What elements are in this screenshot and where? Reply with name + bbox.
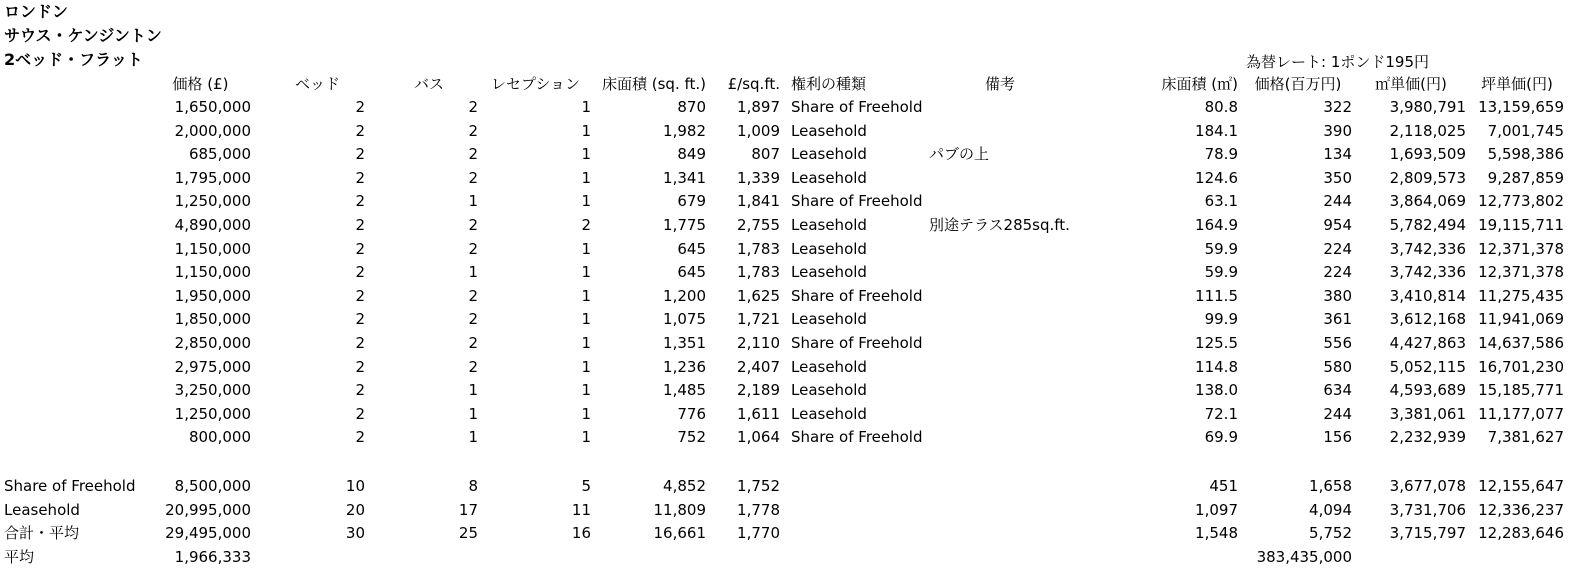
summary-price: 8,500,000 [174,477,251,495]
table-row [0,379,1588,402]
cell-price: 1,250,000 [174,192,251,211]
heading-type: 2ベッド・フラット [4,50,143,69]
cell-reception: 1 [581,239,591,258]
cell-bed: 2 [355,239,365,258]
cell-floor-m2: 78.9 [1204,145,1238,164]
cell-bed: 2 [355,357,365,376]
cell-floor-sqft: 645 [677,263,706,282]
cell-bath: 2 [468,310,478,329]
cell-price-million-yen: 322 [1323,98,1352,116]
cell-floor-sqft: 1,485 [663,381,706,400]
cell-per-m2: 3,612,168 [1389,310,1466,329]
cell-bath: 1 [468,428,478,447]
col-tenure: 権利の種類 [791,75,867,93]
summary-price-million-yen: 5,752 [1309,524,1352,543]
summary-reception: 11 [571,500,591,519]
cell-floor-sqft: 1,236 [663,357,706,376]
cell-per-tsubo: 7,001,745 [1487,121,1564,140]
table-row [0,285,1588,308]
cell-floor-m2: 111.5 [1195,286,1238,305]
summary-per-tsubo: 12,155,647 [1478,477,1564,495]
cell-per-sqft: 1,339 [737,168,780,187]
col-reception: レセプション [490,75,581,93]
summary-price-million-yen: 4,094 [1309,500,1352,519]
cell-per-sqft: 1,841 [737,192,780,211]
cell-price-million-yen: 556 [1323,334,1352,352]
average-label: 平均 [4,548,35,566]
summary-label: Leasehold [4,500,80,519]
cell-price-million-yen: 580 [1323,357,1352,376]
summary-per-tsubo: 12,336,237 [1478,500,1564,519]
col-floor-m2: 床面積 (㎡) [1161,75,1238,93]
summary-per-sqft: 1,770 [737,524,780,543]
cell-reception: 1 [581,121,591,140]
cell-reception: 1 [581,357,591,376]
cell-reception: 1 [581,98,591,116]
cell-bath: 2 [468,145,478,164]
summary-floor-m2: 1,097 [1195,500,1238,519]
cell-bath: 2 [468,98,478,116]
cell-per-m2: 1,693,509 [1389,145,1466,164]
cell-bed: 2 [355,404,365,423]
col-per-tsubo: 坪単価(円) [1481,75,1553,93]
summary-per-sqft: 1,752 [737,477,780,495]
summary-row [0,499,1588,522]
cell-floor-sqft: 645 [677,239,706,258]
cell-bed: 2 [355,168,365,187]
cell-reception: 1 [581,168,591,187]
table-row [0,96,1588,119]
cell-per-tsubo: 11,941,069 [1478,310,1564,329]
summary-label: 合計・平均 [4,524,80,543]
cell-per-sqft: 1,064 [737,428,780,447]
cell-floor-m2: 63.1 [1204,192,1238,211]
cell-bed: 2 [355,286,365,305]
cell-per-sqft: 1,783 [737,239,780,258]
cell-per-tsubo: 19,115,711 [1478,216,1564,234]
cell-price: 1,850,000 [174,310,251,329]
cell-tenure: Share of Freehold [791,286,923,305]
cell-per-m2: 3,742,336 [1389,263,1466,282]
summary-per-m2: 3,731,706 [1389,500,1466,519]
cell-bath: 2 [468,334,478,352]
cell-bed: 2 [355,334,365,352]
cell-per-tsubo: 11,275,435 [1478,286,1564,305]
cell-per-m2: 3,742,336 [1389,239,1466,258]
cell-floor-m2: 164.9 [1195,216,1238,234]
cell-tenure: Leasehold [791,404,867,423]
cell-tenure: Leasehold [791,381,867,400]
cell-price-million-yen: 134 [1323,145,1352,164]
table-row [0,190,1588,213]
cell-floor-sqft: 752 [677,428,706,447]
cell-floor-sqft: 679 [677,192,706,211]
cell-reception: 1 [581,428,591,447]
cell-bath: 1 [468,381,478,400]
col-notes: 備考 [984,75,1015,93]
cell-price: 1,650,000 [174,98,251,116]
cell-tenure: Leasehold [791,121,867,140]
cell-per-m2: 3,864,069 [1389,192,1466,211]
table-row [0,120,1588,143]
cell-per-m2: 2,118,025 [1389,121,1466,140]
cell-reception: 1 [581,192,591,211]
cell-floor-sqft: 1,351 [663,334,706,352]
cell-per-m2: 3,410,814 [1389,286,1466,305]
cell-floor-m2: 125.5 [1195,334,1238,352]
average-price: 1,966,333 [174,548,251,566]
table-row [0,403,1588,426]
summary-floor-m2: 1,548 [1195,524,1238,543]
summary-row [0,475,1588,498]
summary-floor-sqft: 16,661 [653,524,706,543]
cell-reception: 1 [581,310,591,329]
average-row [0,546,1588,569]
table-row [0,167,1588,190]
cell-note: パブの上 [929,145,990,164]
summary-floor-m2: 451 [1209,477,1238,495]
cell-per-tsubo: 5,598,386 [1487,145,1564,164]
cell-tenure: Share of Freehold [791,334,923,352]
cell-price-million-yen: 224 [1323,239,1352,258]
cell-per-sqft: 1,721 [737,310,780,329]
cell-tenure: Leasehold [791,357,867,376]
cell-floor-sqft: 870 [677,98,706,116]
cell-price: 4,890,000 [174,216,251,234]
cell-per-sqft: 2,407 [737,357,780,376]
cell-per-m2: 3,381,061 [1389,404,1466,423]
cell-price-million-yen: 224 [1323,263,1352,282]
cell-per-sqft: 1,611 [737,404,780,423]
cell-per-tsubo: 13,159,659 [1478,98,1564,116]
cell-floor-m2: 72.1 [1204,404,1238,423]
cell-per-tsubo: 16,701,230 [1478,357,1564,376]
cell-floor-m2: 69.9 [1204,428,1238,447]
cell-per-sqft: 2,189 [737,381,780,400]
header-row [0,73,1588,96]
cell-price-million-yen: 350 [1323,168,1352,187]
cell-price-million-yen: 954 [1323,216,1352,234]
cell-price-million-yen: 634 [1323,381,1352,400]
col-floor-sqft: 床面積 (sq. ft.) [601,75,706,93]
table-row [0,308,1588,331]
cell-floor-sqft: 1,075 [663,310,706,329]
cell-price-million-yen: 244 [1323,404,1352,423]
heading-area: サウス・ケンジントン [4,26,162,45]
cell-price: 2,000,000 [174,121,251,140]
cell-price-million-yen: 361 [1323,310,1352,329]
cell-bed: 2 [355,98,365,116]
cell-floor-m2: 184.1 [1195,121,1238,140]
cell-per-m2: 2,232,939 [1389,428,1466,447]
heading-city: ロンドン [4,2,69,21]
summary-floor-sqft: 11,809 [653,500,706,519]
cell-floor-m2: 124.6 [1195,168,1238,187]
cell-reception: 1 [581,334,591,352]
summary-per-m2: 3,715,797 [1389,524,1466,543]
cell-per-m2: 3,980,791 [1389,98,1466,116]
cell-bath: 2 [468,121,478,140]
summary-reception: 16 [571,524,591,543]
cell-note: 別途テラス285sq.ft. [929,216,1070,234]
summary-price: 29,495,000 [165,524,251,543]
cell-tenure: Leasehold [791,310,867,329]
cell-per-tsubo: 9,287,859 [1487,168,1564,187]
cell-floor-m2: 99.9 [1204,310,1238,329]
table-row [0,356,1588,379]
cell-price: 2,850,000 [174,334,251,352]
cell-price-million-yen: 244 [1323,192,1352,211]
cell-per-m2: 4,427,863 [1389,334,1466,352]
cell-floor-m2: 114.8 [1195,357,1238,376]
cell-reception: 1 [581,263,591,282]
cell-tenure: Leasehold [791,263,867,282]
cell-reception: 2 [581,216,591,234]
cell-bath: 1 [468,192,478,211]
summary-bed: 20 [345,500,365,519]
cell-reception: 1 [581,286,591,305]
table-row [0,426,1588,449]
cell-bed: 2 [355,145,365,164]
col-price: 価格 (£) [172,75,229,93]
summary-row [0,522,1588,545]
cell-bed: 2 [355,381,365,400]
cell-reception: 1 [581,404,591,423]
cell-bath: 2 [468,168,478,187]
summary-bed: 30 [345,524,365,543]
cell-price-million-yen: 380 [1323,286,1352,305]
cell-tenure: Leasehold [791,216,867,234]
cell-price: 3,250,000 [174,381,251,400]
cell-bed: 2 [355,428,365,447]
cell-floor-sqft: 1,982 [663,121,706,140]
cell-floor-m2: 59.9 [1204,239,1238,258]
cell-per-sqft: 1,009 [737,121,780,140]
cell-bed: 2 [355,216,365,234]
table-row [0,332,1588,355]
cell-bath: 2 [468,357,478,376]
summary-price-million-yen: 1,658 [1309,477,1352,495]
cell-per-sqft: 1,625 [737,286,780,305]
cell-price: 2,975,000 [174,357,251,376]
table-row [0,238,1588,261]
cell-floor-sqft: 1,341 [663,168,706,187]
summary-per-sqft: 1,778 [737,500,780,519]
cell-tenure: Share of Freehold [791,98,923,116]
cell-floor-m2: 59.9 [1204,263,1238,282]
cell-per-sqft: 2,755 [737,216,780,234]
summary-per-tsubo: 12,283,646 [1478,524,1564,543]
cell-price: 1,950,000 [174,286,251,305]
cell-price-million-yen: 156 [1323,428,1352,447]
col-per-m2: ㎡単価(円) [1375,75,1447,93]
col-per-sqft: £/sq.ft. [727,75,780,93]
cell-tenure: Leasehold [791,168,867,187]
cell-bath: 2 [468,239,478,258]
cell-floor-sqft: 776 [677,404,706,423]
summary-bath: 8 [468,477,478,495]
cell-bath: 1 [468,404,478,423]
cell-bed: 2 [355,192,365,211]
cell-price: 1,795,000 [174,168,251,187]
cell-per-sqft: 1,897 [737,98,780,116]
summary-bed: 10 [345,477,365,495]
cell-floor-sqft: 1,200 [663,286,706,305]
cell-tenure: Share of Freehold [791,428,923,447]
cell-bath: 2 [468,286,478,305]
cell-per-tsubo: 12,371,378 [1478,263,1564,282]
cell-per-m2: 4,593,689 [1389,381,1466,400]
cell-tenure: Share of Freehold [791,192,923,211]
cell-per-m2: 2,809,573 [1389,168,1466,187]
cell-price: 800,000 [188,428,251,447]
col-price-million-yen: 価格(百万円) [1254,75,1342,93]
cell-reception: 1 [581,145,591,164]
summary-label: Share of Freehold [4,477,136,495]
exchange-rate: 為替レート: 1ポンド195円 [1246,53,1429,71]
summary-price: 20,995,000 [165,500,251,519]
cell-price: 1,150,000 [174,263,251,282]
summary-bath: 25 [458,524,478,543]
col-bath: バス [413,75,444,93]
table-row [0,261,1588,284]
summary-reception: 5 [581,477,591,495]
cell-bed: 2 [355,263,365,282]
cell-floor-m2: 80.8 [1204,98,1238,116]
cell-per-sqft: 807 [751,145,780,164]
cell-bath: 2 [468,216,478,234]
cell-per-tsubo: 12,371,378 [1478,239,1564,258]
cell-bed: 2 [355,121,365,140]
cell-per-sqft: 1,783 [737,263,780,282]
cell-per-sqft: 2,110 [737,334,780,352]
summary-floor-sqft: 4,852 [663,477,706,495]
average-yen: 383,435,000 [1256,548,1352,566]
cell-price: 1,150,000 [174,239,251,258]
cell-per-tsubo: 7,381,627 [1487,428,1564,447]
cell-per-m2: 5,782,494 [1389,216,1466,234]
cell-price-million-yen: 390 [1323,121,1352,140]
table-row [0,214,1588,237]
cell-per-tsubo: 15,185,771 [1478,381,1564,400]
cell-bed: 2 [355,310,365,329]
summary-bath: 17 [458,500,478,519]
cell-reception: 1 [581,381,591,400]
summary-per-m2: 3,677,078 [1389,477,1466,495]
cell-tenure: Leasehold [791,239,867,258]
table-row [0,143,1588,166]
col-bed: ベッド [294,75,340,93]
cell-floor-sqft: 849 [677,145,706,164]
cell-price: 685,000 [188,145,251,164]
cell-price: 1,250,000 [174,404,251,423]
cell-floor-sqft: 1,775 [663,216,706,234]
cell-floor-m2: 138.0 [1195,381,1238,400]
cell-bath: 1 [468,263,478,282]
cell-per-tsubo: 11,177,077 [1478,404,1564,423]
cell-per-tsubo: 14,637,586 [1478,334,1564,352]
cell-per-m2: 5,052,115 [1389,357,1466,376]
cell-per-tsubo: 12,773,802 [1478,192,1564,211]
cell-tenure: Leasehold [791,145,867,164]
